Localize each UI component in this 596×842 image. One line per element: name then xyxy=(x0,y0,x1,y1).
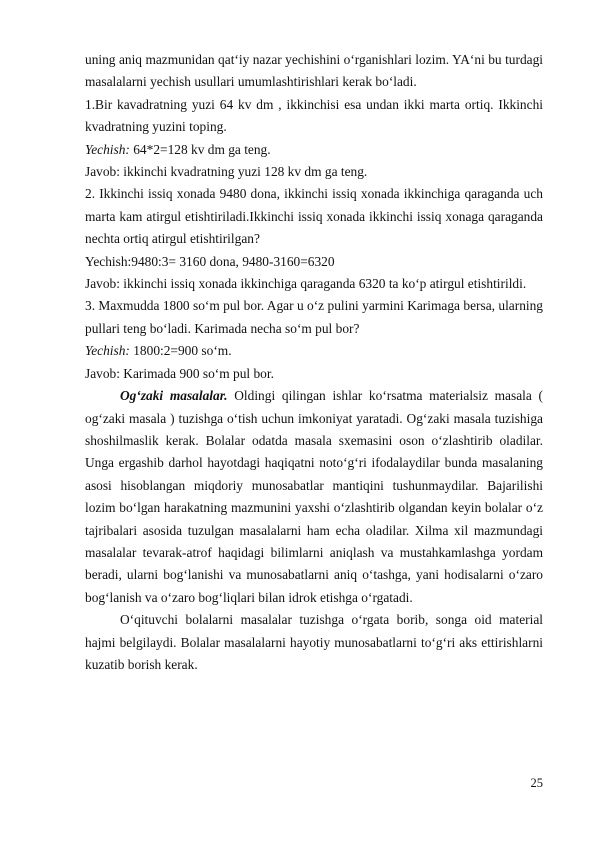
solution-text: 1800:2=900 so‘m. xyxy=(129,343,232,359)
task-2-answer: Javob: ikkinchi issiq xonada ikkinchiga qaraganda 6320 ta ko‘p atirgul etishtirildi. xyxy=(85,276,527,292)
task-3: 3. Maxmudda 1800 so‘m pul bor. Agar u o‘z pulini yarmini Karimaga bersa, ularning pullari teng bo‘ladi. Karimada necha so‘m pul bor? xyxy=(85,298,543,336)
task-2: 2. Ikkinchi issiq xonada 9480 dona, ikkinchi issiq xonada ikkinchiga qaraganda uch marta kam atirgul etishtiriladi.Ikkinchi issiq xonada ikkinchi issiq xonaga qaraganda nechta ortiq atirgul etishtirilgan? xyxy=(85,186,543,247)
task-1-solution xyxy=(85,139,543,161)
intro-paragraph: uning aniq mazmunidan qat‘iy nazar yechishini o‘rganishlari lozim. YA‘ni bu turdagi masalalarni yechish usullari umumlashtirishlari kerak bo‘ladi. xyxy=(85,52,543,90)
teacher-paragraph: O‘qituvchi bolalarni masalalar tuzishga o‘rgata borib, songa oid material hajmi belgilaydi. Bolalar masalalarni hayotiy munosabatlarni to‘g‘ri aks ettirishlarni kuzatib borish kerak. xyxy=(85,612,543,672)
task-2-solution: Yechish:9480:3= 3160 dona, 9480-3160=6320 xyxy=(85,253,335,269)
document-body xyxy=(85,49,543,676)
task-1-answer: Javob: ikkinchi kvadratning yuzi 128 kv dm ga teng. xyxy=(85,164,368,180)
task-1: 1.Bir kavadratning yuzi 64 kv dm , ikkinchisi esa undan ikki marta ortiq. Ikkinchi kvadratning yuzini toping. xyxy=(85,96,543,135)
oral-problems-paragraph xyxy=(85,385,543,609)
solution-text: 64*2=128 kv dm ga teng. xyxy=(129,141,271,157)
task-3-answer: Javob: Karimada 900 so‘m pul bor. xyxy=(85,365,274,381)
section-heading: Og‘zaki masalalar. xyxy=(120,388,228,404)
page-number: 25 xyxy=(530,776,543,790)
task-3-solution xyxy=(85,340,543,362)
section-body: Oldingi qilingan ishlar ko‘rsatma materialsiz masala ( og‘zaki masala ) tuzishga o‘tish uchun imkoniyat yaratadi. Og‘zaki masala tuzishiga shoshilmaslik kerak. Bolalar odatda masala sxemasini oson o‘zlashtirib oladilar. Unga ergashib darhol hayotdagi haqiqatni noto‘g‘ri ifodalaydilar bunda masalaning asosi hisoblangan miqdoriy munosabatlar mantiqini tushunmaydilar. Bajarilishi lozim bo‘lgan harakatning mazmunini yaxshi o‘zlashtirib olgandan keyin bolalar o‘z tajribalari asosida tuzulgan masalalarni ham echa oladilar. Xilma xil mazmundagi masalalar tevarak-atrof haqidagi bilimlarni aniqlash va mustahkamlashga yordam beradi, ularni bog‘lanishi va munosabatlarni aniq o‘tashga, yani hodisalarni o‘zaro bog‘lanish va o‘zaro bog‘liqlari bilan idrok etishga o‘rgatadi. xyxy=(85,388,543,605)
solution-label: Yechish: xyxy=(85,141,130,157)
solution-label: Yechish: xyxy=(85,343,130,359)
